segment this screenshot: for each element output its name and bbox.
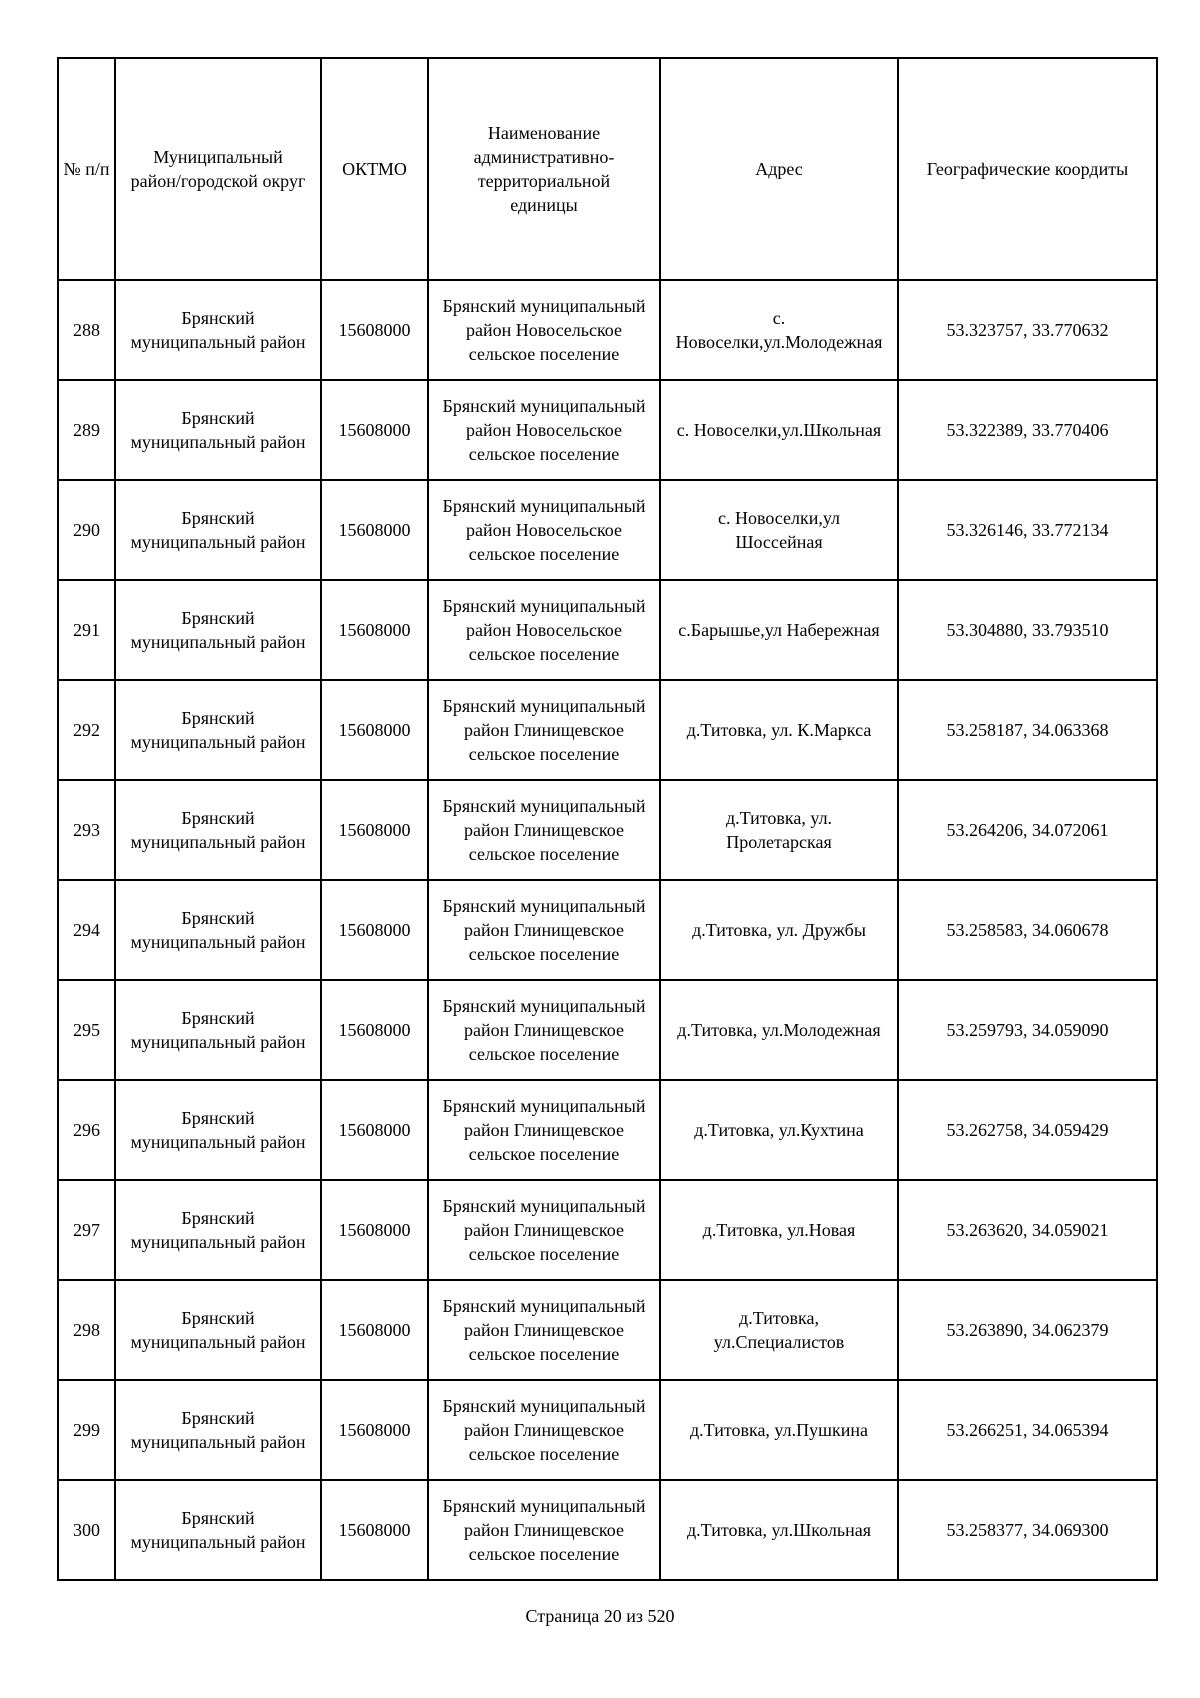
cell-municipality: Брянский муниципальный район xyxy=(115,380,321,480)
cell-municipality: Брянский муниципальный район xyxy=(115,580,321,680)
cell-num: 290 xyxy=(58,480,115,580)
table-row xyxy=(58,1480,1157,1580)
table-row xyxy=(58,680,1157,780)
cell-coordinates: 53.322389, 33.770406 xyxy=(898,380,1157,480)
table-row xyxy=(58,280,1157,380)
table-row xyxy=(58,880,1157,980)
cell-municipality: Брянский муниципальный район xyxy=(115,980,321,1080)
cell-municipality: Брянский муниципальный район xyxy=(115,680,321,780)
cell-address: д.Титовка, ул.Новая xyxy=(660,1180,898,1280)
table-row xyxy=(58,580,1157,680)
cell-address: с.Барышье,ул Набережная xyxy=(660,580,898,680)
cell-coordinates: 53.259793, 34.059090 xyxy=(898,980,1157,1080)
cell-coordinates: 53.304880, 33.793510 xyxy=(898,580,1157,680)
cell-num: 300 xyxy=(58,1480,115,1580)
cell-address: с. Новоселки,ул.Школьная xyxy=(660,380,898,480)
cell-admin-unit: Брянский муниципальный район Новосельское сельское поселение xyxy=(428,280,660,380)
cell-municipality: Брянский муниципальный район xyxy=(115,1180,321,1280)
cell-oktmo: 15608000 xyxy=(321,880,428,980)
header-admin-unit: Наименование административно- территориальной единицы xyxy=(428,58,660,280)
data-table xyxy=(57,57,1158,1581)
cell-admin-unit: Брянский муниципальный район Новосельское сельское поселение xyxy=(428,480,660,580)
page-number: Страница 20 из 520 xyxy=(525,1606,675,1626)
cell-num: 291 xyxy=(58,580,115,680)
cell-oktmo: 15608000 xyxy=(321,580,428,680)
table-row xyxy=(58,1080,1157,1180)
cell-municipality: Брянский муниципальный район xyxy=(115,1280,321,1380)
table-row xyxy=(58,480,1157,580)
cell-admin-unit: Брянский муниципальный район Глинищевское сельское поселение xyxy=(428,880,660,980)
header-address: Адрес xyxy=(660,58,898,280)
cell-municipality: Брянский муниципальный район xyxy=(115,480,321,580)
cell-municipality: Брянский муниципальный район xyxy=(115,1480,321,1580)
cell-municipality: Брянский муниципальный район xyxy=(115,880,321,980)
cell-oktmo: 15608000 xyxy=(321,780,428,880)
cell-coordinates: 53.258187, 34.063368 xyxy=(898,680,1157,780)
cell-coordinates: 53.323757, 33.770632 xyxy=(898,280,1157,380)
cell-address: д.Титовка, ул.Кухтина xyxy=(660,1080,898,1180)
cell-oktmo: 15608000 xyxy=(321,1080,428,1180)
cell-coordinates: 53.266251, 34.065394 xyxy=(898,1380,1157,1480)
cell-address: с. Новоселки,ул.Молодежная xyxy=(660,280,898,380)
cell-coordinates: 53.258583, 34.060678 xyxy=(898,880,1157,980)
table-row xyxy=(58,380,1157,480)
cell-municipality: Брянский муниципальный район xyxy=(115,280,321,380)
cell-admin-unit: Брянский муниципальный район Глинищевское сельское поселение xyxy=(428,980,660,1080)
cell-num: 299 xyxy=(58,1380,115,1480)
cell-municipality: Брянский муниципальный район xyxy=(115,1380,321,1480)
cell-oktmo: 15608000 xyxy=(321,1180,428,1280)
cell-admin-unit: Брянский муниципальный район Глинищевское сельское поселение xyxy=(428,1480,660,1580)
cell-address: д.Титовка, ул.Специалистов xyxy=(660,1280,898,1380)
header-oktmo: ОКТМО xyxy=(321,58,428,280)
cell-admin-unit: Брянский муниципальный район Глинищевское сельское поселение xyxy=(428,680,660,780)
cell-num: 298 xyxy=(58,1280,115,1380)
table-header-row xyxy=(58,58,1157,280)
cell-address: д.Титовка, ул.Школьная xyxy=(660,1480,898,1580)
cell-num: 297 xyxy=(58,1180,115,1280)
table-row xyxy=(58,1380,1157,1480)
cell-coordinates: 53.258377, 34.069300 xyxy=(898,1480,1157,1580)
cell-oktmo: 15608000 xyxy=(321,480,428,580)
cell-coordinates: 53.263620, 34.059021 xyxy=(898,1180,1157,1280)
cell-admin-unit: Брянский муниципальный район Глинищевское сельское поселение xyxy=(428,1080,660,1180)
cell-admin-unit: Брянский муниципальный район Новосельское сельское поселение xyxy=(428,380,660,480)
cell-num: 296 xyxy=(58,1080,115,1180)
cell-address: д.Титовка, ул.Пушкина xyxy=(660,1380,898,1480)
cell-oktmo: 15608000 xyxy=(321,1280,428,1380)
cell-admin-unit: Брянский муниципальный район Глинищевское сельское поселение xyxy=(428,1280,660,1380)
cell-coordinates: 53.262758, 34.059429 xyxy=(898,1080,1157,1180)
cell-admin-unit: Брянский муниципальный район Глинищевское сельское поселение xyxy=(428,1180,660,1280)
cell-oktmo: 15608000 xyxy=(321,1380,428,1480)
header-municipality: Муниципальный район/городской округ xyxy=(115,58,321,280)
cell-address: д.Титовка, ул. К.Маркса xyxy=(660,680,898,780)
header-coordinates: Географические коордиты xyxy=(898,58,1157,280)
table-row xyxy=(58,1180,1157,1280)
cell-address: с. Новоселки,ул Шоссейная xyxy=(660,480,898,580)
cell-num: 294 xyxy=(58,880,115,980)
cell-coordinates: 53.326146, 33.772134 xyxy=(898,480,1157,580)
cell-oktmo: 15608000 xyxy=(321,980,428,1080)
cell-coordinates: 53.264206, 34.072061 xyxy=(898,780,1157,880)
cell-admin-unit: Брянский муниципальный район Глинищевское сельское поселение xyxy=(428,780,660,880)
cell-oktmo: 15608000 xyxy=(321,380,428,480)
cell-num: 288 xyxy=(58,280,115,380)
cell-address: д.Титовка, ул. Дружбы xyxy=(660,880,898,980)
cell-admin-unit: Брянский муниципальный район Новосельское сельское поселение xyxy=(428,580,660,680)
cell-municipality: Брянский муниципальный район xyxy=(115,1080,321,1180)
table-row xyxy=(58,1280,1157,1380)
cell-coordinates: 53.263890, 34.062379 xyxy=(898,1280,1157,1380)
cell-address: д.Титовка, ул. Пролетарская xyxy=(660,780,898,880)
cell-oktmo: 15608000 xyxy=(321,680,428,780)
cell-num: 295 xyxy=(58,980,115,1080)
table-body xyxy=(58,280,1157,1580)
table-row xyxy=(58,780,1157,880)
cell-oktmo: 15608000 xyxy=(321,280,428,380)
table-row xyxy=(58,980,1157,1080)
cell-oktmo: 15608000 xyxy=(321,1480,428,1580)
cell-num: 292 xyxy=(58,680,115,780)
cell-admin-unit: Брянский муниципальный район Глинищевское сельское поселение xyxy=(428,1380,660,1480)
cell-municipality: Брянский муниципальный район xyxy=(115,780,321,880)
cell-address: д.Титовка, ул.Молодежная xyxy=(660,980,898,1080)
cell-num: 293 xyxy=(58,780,115,880)
cell-num: 289 xyxy=(58,380,115,480)
header-num: № п/п xyxy=(58,58,115,280)
